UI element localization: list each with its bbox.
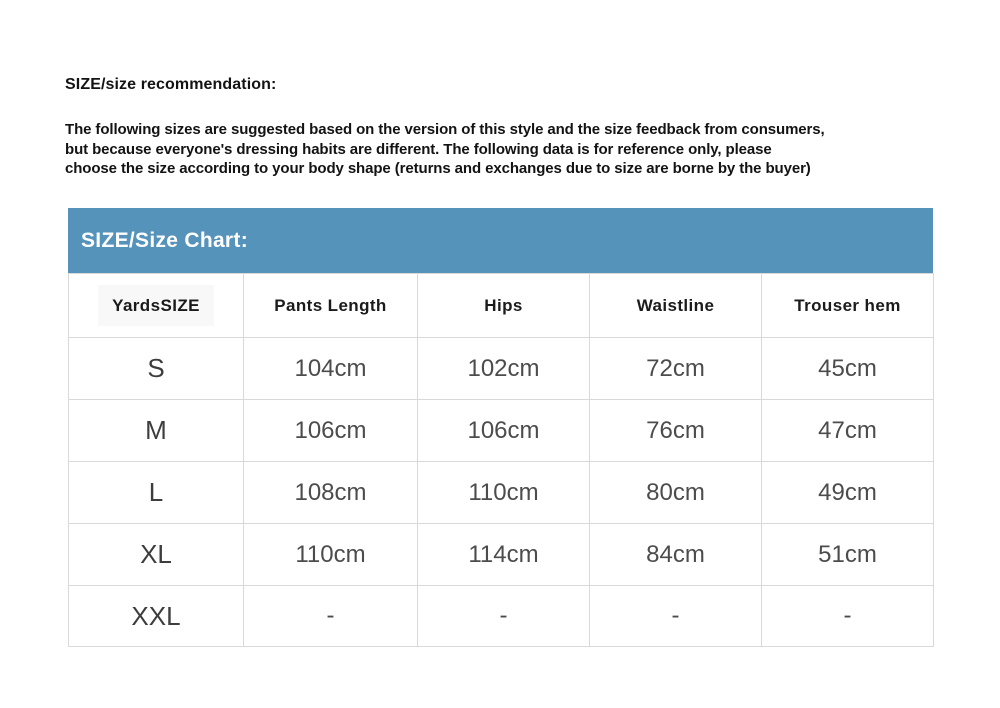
pants-length-cell: 106cm [244,400,418,462]
size-cell: M [69,400,244,462]
table-row-s [69,338,934,400]
recommendation-line-1: The following sizes are suggested based on the version of this style and the size feedback from consumers, [65,121,825,138]
hips-cell: 110cm [418,462,590,524]
pants-length-cell: - [244,586,418,647]
trouser-hem-cell: 51cm [762,524,934,586]
table-row-xxl [69,586,934,647]
table-row-l [69,462,934,524]
table-header-row [69,274,934,338]
column-header-pants-length: Pants Length [244,274,418,338]
pants-length-cell: 108cm [244,462,418,524]
size-chart-title-band [68,208,933,273]
pants-length-cell: 110cm [244,524,418,586]
size-cell: XL [69,524,244,586]
pants-length-cell: 104cm [244,338,418,400]
recommendation-paragraph [65,120,825,179]
hips-cell: 114cm [418,524,590,586]
trouser-hem-cell: 47cm [762,400,934,462]
trouser-hem-cell: - [762,586,934,647]
size-chart-table [68,273,934,647]
size-cell: S [69,338,244,400]
waistline-cell: 72cm [590,338,762,400]
size-cell: L [69,462,244,524]
trouser-hem-cell: 49cm [762,462,934,524]
hips-cell: 102cm [418,338,590,400]
hips-cell: 106cm [418,400,590,462]
column-header-trouser-hem: Trouser hem [762,274,934,338]
waistline-cell: 76cm [590,400,762,462]
waistline-cell: - [590,586,762,647]
size-chart-title: SIZE/Size Chart: [81,229,248,252]
table-row-xl [69,524,934,586]
trouser-hem-cell: 45cm [762,338,934,400]
column-header-hips: Hips [418,274,590,338]
recommendation-heading: SIZE/size recommendation: [65,76,277,93]
size-cell: XXL [69,586,244,647]
table-row-m [69,400,934,462]
waistline-cell: 84cm [590,524,762,586]
recommendation-line-2: but because everyone's dressing habits are different. The following data is for reference only, please [65,140,772,158]
hips-cell: - [418,586,590,647]
column-header-waistline: Waistline [590,274,762,338]
recommendation-line-3: choose the size according to your body shape (returns and exchanges due to size are borne by the buyer) [65,160,811,177]
waistline-cell: 80cm [590,462,762,524]
column-header-size [69,274,244,338]
size-header-highlight: YardsSIZE [98,285,214,326]
